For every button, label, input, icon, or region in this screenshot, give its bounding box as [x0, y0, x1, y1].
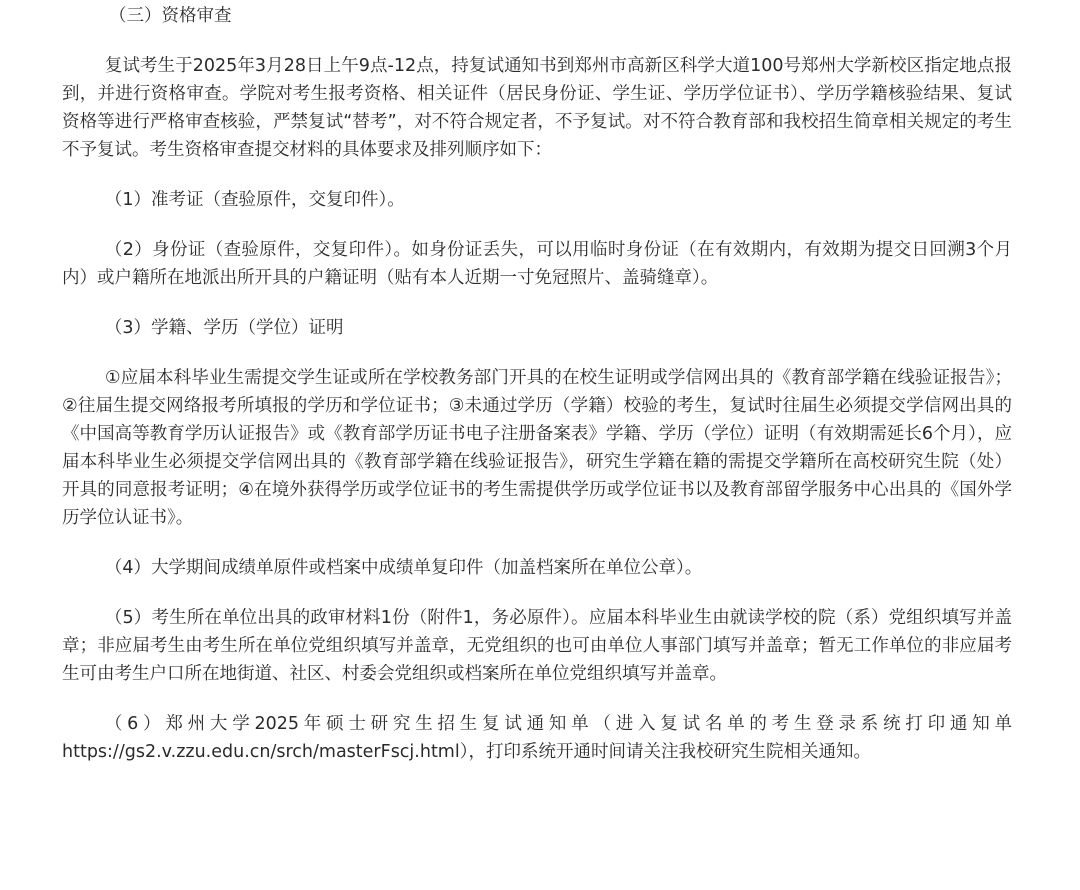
item-admission-ticket: （1）准考证（查验原件，交复印件）。 — [104, 190, 405, 210]
section-heading: （三）资格审查 — [109, 6, 232, 26]
item-student-status-detail: ①应届本科毕业生需提交学生证或所在学校教务部门开具的在校生证明或学信网出具的《教育部学籍在线验证报告》；②往届生提交网络报考所填报的学历和学位证书；③未通过学历（学籍）校验的考生，复试时往届生必须提交学信网出具的《中国高等教育学历认证报告》或《教育部学历证书电子注册备案表》学籍、学历（学位）证明（有效期需延长6个月），应届本科毕业生必须提交学信网出具的《教育部学籍在线验证报告》，研究生学籍在籍的需提交学籍所在高校研究生院（处）开具的同意报考证明；④在境外获得学历或学位证书的考生需提供学历或学位证书以及教育部留学服务中心出具的《国外学历学位认证书》。 — [62, 368, 1012, 528]
retest-notice-url: https://gs2.v.zzu.edu.cn/srch/masterFscj.html — [62, 742, 460, 762]
intro-paragraph: 复试考生于2025年3月28日上午9点-12点，持复试通知书到郑州市高新区科学大道100号郑州大学新校区指定地点报到，并进行资格审查。学院对考生报考资格、相关证件（居民身份证、学生证、学历学位证书）、学历学籍核验结果、复试资格等进行严格审查核验，严禁复试“替考”，对不符合规定者，不予复试。对不符合教育部和我校招生简章相关规定的考生不予复试。考生资格审查提交材料的具体要求及排列顺序如下： — [62, 56, 1012, 160]
item-transcript: （4）大学期间成绩单原件或档案中成绩单复印件（加盖档案所在单位公章）。 — [104, 558, 703, 578]
item-retest-notice-prefix: （6）郑州大学2025年硕士研究生招生复试通知单（进入复试名单的考生登录系统打印通知单 — [104, 714, 1012, 734]
item-political-review: （5）考生所在单位出具的政审材料1份（附件1，务必原件）。应届本科毕业生由就读学校的院（系）党组织填写并盖章；非应届考生由考生所在单位党组织填写并盖章，无党组织的也可由单位人事部门填写并盖章；暂无工作单位的非应届考生可由考生户口所在地街道、社区、村委会党组织或档案所在单位党组织填写并盖章。 — [62, 608, 1012, 684]
item-id-card: （2）身份证（查验原件，交复印件）。如身份证丢失，可以用临时身份证（在有效期内，有效期为提交日回溯3个月内）或户籍所在地派出所开具的户籍证明（贴有本人近期一寸免冠照片、盖骑缝章）。 — [62, 240, 1012, 288]
item-student-status-heading: （3）学籍、学历（学位）证明 — [104, 318, 344, 338]
document-body — [62, 0, 1012, 766]
item-retest-notice — [62, 710, 1012, 766]
item-retest-notice-suffix: ），打印系统开通时间请关注我校研究生院相关通知。 — [459, 742, 871, 762]
